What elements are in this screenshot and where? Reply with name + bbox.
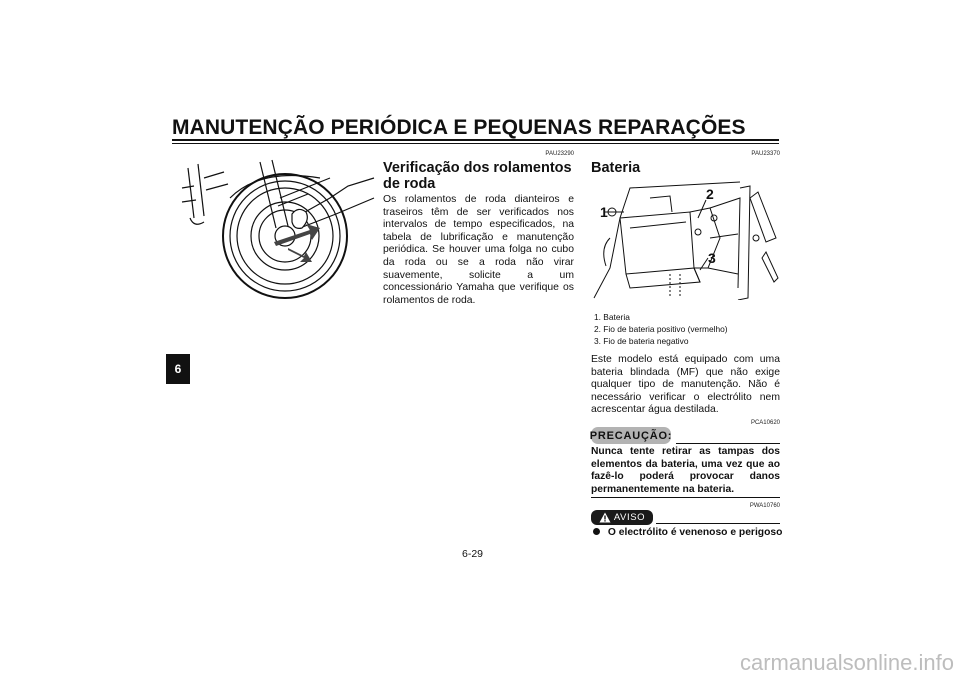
wheel-section-code: PAU23290 (545, 151, 574, 157)
precaution-code: PCA10620 (750, 420, 780, 426)
warning-label (591, 510, 653, 525)
battery-figure (590, 178, 780, 300)
bullet-dot-icon (593, 528, 600, 535)
chapter-tab: 6 (166, 354, 190, 384)
header-rule-thin (172, 143, 779, 144)
page-number: 6-29 (462, 548, 484, 560)
wheel-section-body: Os rolamentos de roda dianteiros e traseiros têm de ser verificados nos intervalos de tempo especificados, na tabela de lubrificação e manutenção periódica. Se houver uma folga no cubo da roda ou se a roda não virar suavemente, solicite a um concessionário Yamaha que verifique os rolamentos de roda. (383, 194, 574, 306)
page-header-title: MANUTENÇÃO PERIÓDICA E PEQUENAS REPARAÇÕES (172, 116, 746, 139)
battery-section-title: Bateria (591, 160, 641, 176)
precaution-rule-top (676, 443, 780, 444)
battery-section-code: PAU23370 (751, 151, 780, 157)
precaution-label: PRECAUÇÃO: (591, 427, 671, 444)
battery-caption-3: 3. Fio de bateria negativo (594, 336, 689, 346)
battery-section-body: Este modelo está equipado com uma bateria blindada (MF) que não exige qualquer tipo de manutenção. Não é necessário verificar o electrólito nem acrescentar água destilada. (591, 354, 780, 416)
precaution-rule-bottom (591, 497, 780, 498)
battery-caption-1: 1. Bateria (594, 312, 630, 322)
wheel-bearing-figure (180, 158, 376, 302)
wheel-section-title: Verificação dos rolamentos de roda (383, 160, 572, 192)
warning-code: PWA10760 (749, 503, 780, 509)
battery-caption-2: 2. Fio de bateria positivo (vermelho) (594, 324, 728, 334)
warning-label-text: AVISO (613, 512, 646, 523)
battery-callout-3: 3 (708, 250, 716, 266)
header-rule-thick (172, 139, 779, 141)
warning-rule (656, 523, 780, 524)
battery-callout-1: 1 (600, 204, 608, 220)
battery-callout-2: 2 (706, 186, 714, 202)
watermark: carmanualsonline.info (739, 650, 954, 675)
precaution-text: Nunca tente retirar as tampas dos elementos da bateria, uma vez que ao fazê-lo poderá provocar danos permanentemente na bateria. (591, 446, 780, 495)
warning-triangle-icon (599, 512, 611, 523)
warning-bullet (593, 527, 782, 538)
warning-bullet-text: O electrólito é venenoso e perigoso (607, 527, 783, 538)
